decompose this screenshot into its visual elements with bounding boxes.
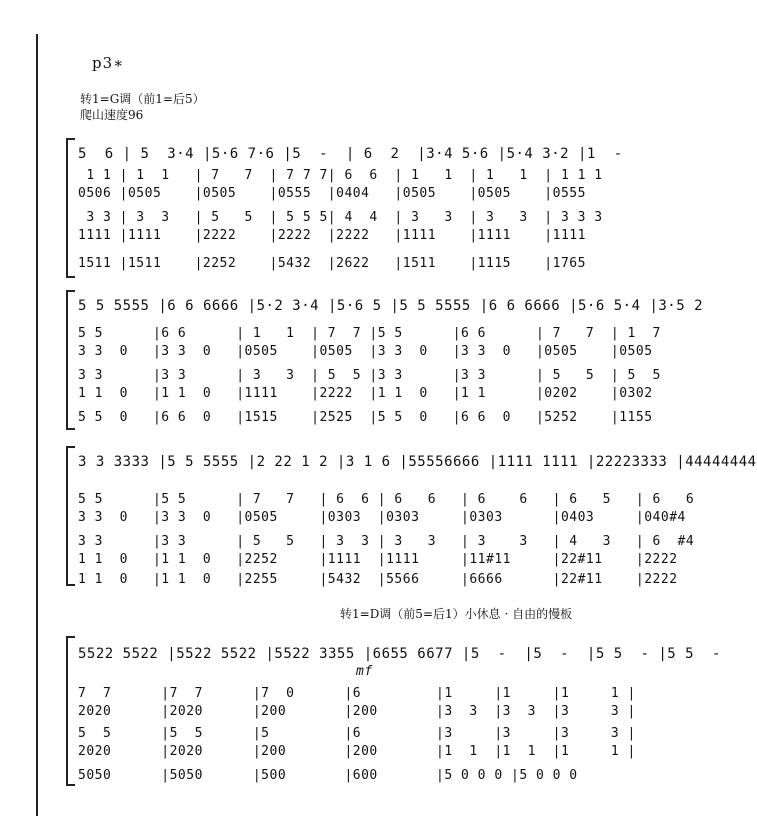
score-system-3 (66, 446, 757, 587)
accomp-line: 3 3 0 |3 3 0 |0505 |0505 |3 3 0 |3 3 0 |0505 |0505 (78, 344, 653, 359)
accomp-line: 1 1 0 |1 1 0 |2252 |1111 |1111 |11#11 |22#11 |2222 (78, 552, 678, 567)
accomp-line: 5 5 |6 6 | 1 1 | 7 7 |5 5 |6 6 | 7 7 | 1 7 (78, 326, 661, 341)
dynamic-marking: mf (356, 664, 373, 679)
score-system-4 (66, 636, 721, 786)
melody-line: 3 3 3333 |5 5 5555 |2 22 1 2 |3 1 6 |55556666 |1111 1111 |22223333 |44444444 (78, 454, 757, 470)
tempo-marking: 爬山速度96 (80, 108, 144, 122)
accomp-line: 1111 |1111 |2222 |2222 |2222 |1111 |1111 |1111 (78, 228, 586, 243)
melody-line: 5 6 | 5 3·4 |5·6 7·6 |5 - | 6 2 |3·4 5·6 |5·4 3·2 |1 - (78, 146, 623, 162)
bass-line: 1511 |1511 |2252 |5432 |2622 |1511 |1115 |1765 (78, 256, 586, 271)
accomp-line: 3 3 |3 3 | 5 5 | 3 3 | 3 3 | 3 3 | 4 3 | 6 #4 (78, 534, 695, 549)
accomp-line: 0506 |0505 |0505 |0555 |0404 |0505 |0505 |0555 (78, 186, 586, 201)
score-system-1 (66, 138, 623, 278)
accomp-line: 2020 |2020 |200 |200 |1 1 |1 1 |1 1 | (78, 744, 636, 759)
bass-line: 1 1 0 |1 1 0 |2255 |5432 |5566 |6666 |22#11 |2222 (78, 572, 678, 587)
accomp-line: 3 3 0 |3 3 0 |0505 |0303 |0303 |0303 |0403 |040#4 (78, 510, 686, 525)
key-change-d: 转1=D调（前5=后1）小休息 · 自由的慢板 (340, 607, 573, 621)
score-system-2 (66, 290, 704, 430)
bass-line: 5050 |5050 |500 |600 |5 0 0 0 |5 0 0 0 (78, 768, 578, 783)
accomp-line: 1 1 0 |1 1 0 |1111 |2222 |1 1 0 |1 1 |0202 |0302 (78, 386, 653, 401)
page-number: p3∗ (92, 54, 125, 72)
accomp-line: 5 5 |5 5 |5 |6 |3 |3 |3 3 | (78, 726, 636, 741)
accomp-line: 2020 |2020 |200 |200 |3 3 |3 3 |3 3 | (78, 704, 636, 719)
accomp-line: 1 1 | 1 1 | 7 7 | 7 7 7| 6 6 | 1 1 | 1 1 | 1 1 1 (78, 168, 603, 183)
accomp-line: 5 5 |5 5 | 7 7 | 6 6 | 6 6 | 6 6 | 6 5 | 6 6 (78, 492, 695, 507)
accomp-line: 3 3 | 3 3 | 5 5 | 5 5 5| 4 4 | 3 3 | 3 3 | 3 3 3 (78, 210, 603, 225)
bass-line: 5 5 0 |6 6 0 |1515 |2525 |5 5 0 |6 6 0 |5252 |1155 (78, 410, 653, 425)
page-left-border (36, 34, 38, 816)
accomp-line: 7 7 |7 7 |7 0 |6 |1 |1 |1 1 | (78, 686, 636, 701)
melody-line: 5522 5522 |5522 5522 |5522 3355 |6655 6677 |5 - |5 - |5 5 - |5 5 - (78, 646, 721, 662)
accomp-line: 3 3 |3 3 | 3 3 | 5 5 |3 3 |3 3 | 5 5 | 5 5 (78, 368, 661, 383)
melody-line: 5 5 5555 |6 6 6666 |5·2 3·4 |5·6 5 |5 5 5555 |6 6 6666 |5·6 5·4 |3·5 2 (78, 298, 704, 314)
key-change-g: 转1=G调（前1=后5） (80, 92, 205, 106)
